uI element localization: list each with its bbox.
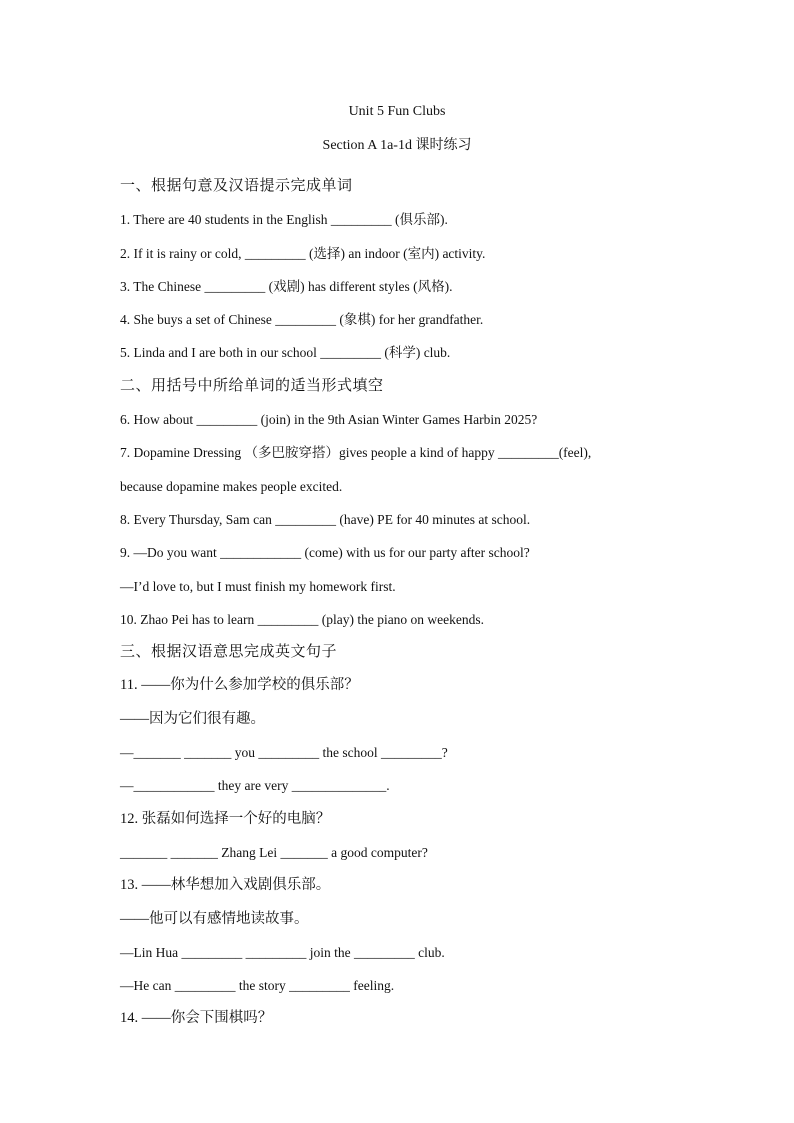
question-6: 6. How about _________ (join) in the 9th Asian Winter Games Harbin 2025? bbox=[120, 412, 538, 428]
question-10: 10. Zhao Pei has to learn _________ (play) the piano on weekends. bbox=[120, 611, 485, 627]
question-11-en-prompt: —_______ _______ you _________ the school _________? bbox=[120, 745, 448, 761]
question-12-zh: 12. 张磊如何选择一个好的电脑？ bbox=[120, 810, 331, 827]
question-13-en-reply: —He can _________ the story _________ feeling. bbox=[120, 978, 395, 994]
question-13-zh-prompt: 13. ——林华想加入戏剧俱乐部。 bbox=[120, 877, 331, 894]
section-heading-2: 二、用括号中所给单词的适当形式填空 bbox=[120, 377, 384, 394]
section-heading-1: 一、根据句意及汉语提示完成单词 bbox=[120, 178, 353, 194]
title-block bbox=[0, 100, 794, 168]
question-11-zh-reply: ——因为它们很有趣。 bbox=[120, 710, 265, 727]
question-9-reply: —I’d love to, but I must finish my homework first. bbox=[120, 578, 396, 594]
exercise-content bbox=[120, 170, 680, 1036]
question-3: 3. The Chinese _________ (戏剧) has different styles (风格). bbox=[120, 278, 453, 294]
question-4: 4. She buys a set of Chinese _________ (象棋) for her grandfather. bbox=[120, 312, 484, 328]
question-2: 2. If it is rainy or cold, _________ (选择) an indoor (室内) activity. bbox=[120, 245, 486, 261]
question-8: 8. Every Thursday, Sam can _________ (have) PE for 40 minutes at school. bbox=[120, 511, 531, 527]
question-9-prompt: 9. —Do you want ____________ (come) with us for our party after school? bbox=[120, 545, 530, 561]
question-13-zh-reply: ——他可以有感情地读故事。 bbox=[120, 910, 309, 927]
question-11-zh-prompt: 11. ——你为什么参加学校的俱乐部？ bbox=[120, 677, 359, 694]
question-13-en-prompt: —Lin Hua _________ _________ join the _________ club. bbox=[120, 944, 445, 960]
question-14-zh: 14. ——你会下围棋吗？ bbox=[120, 1010, 273, 1027]
question-5: 5. Linda and I are both in our school _________ (科学) club. bbox=[120, 345, 451, 361]
question-7: 7. Dopamine Dressing （多巴胺穿搭）gives people a kind of happy _________(feel), bbox=[120, 445, 592, 461]
question-11-en-reply: —____________ they are very ______________. bbox=[120, 778, 390, 794]
question-12-en: _______ _______ Zhang Lei _______ a good computer? bbox=[120, 844, 428, 860]
question-7-continued: because dopamine makes people excited. bbox=[120, 478, 343, 494]
question-1: 1. There are 40 students in the English _________ (俱乐部). bbox=[120, 212, 448, 228]
section-heading-3: 三、根据汉语意思完成英文句子 bbox=[120, 644, 338, 661]
section-subtitle: Section A 1a-1d 课时练习 bbox=[322, 138, 472, 153]
unit-title: Unit 5 Fun Clubs bbox=[348, 104, 446, 119]
